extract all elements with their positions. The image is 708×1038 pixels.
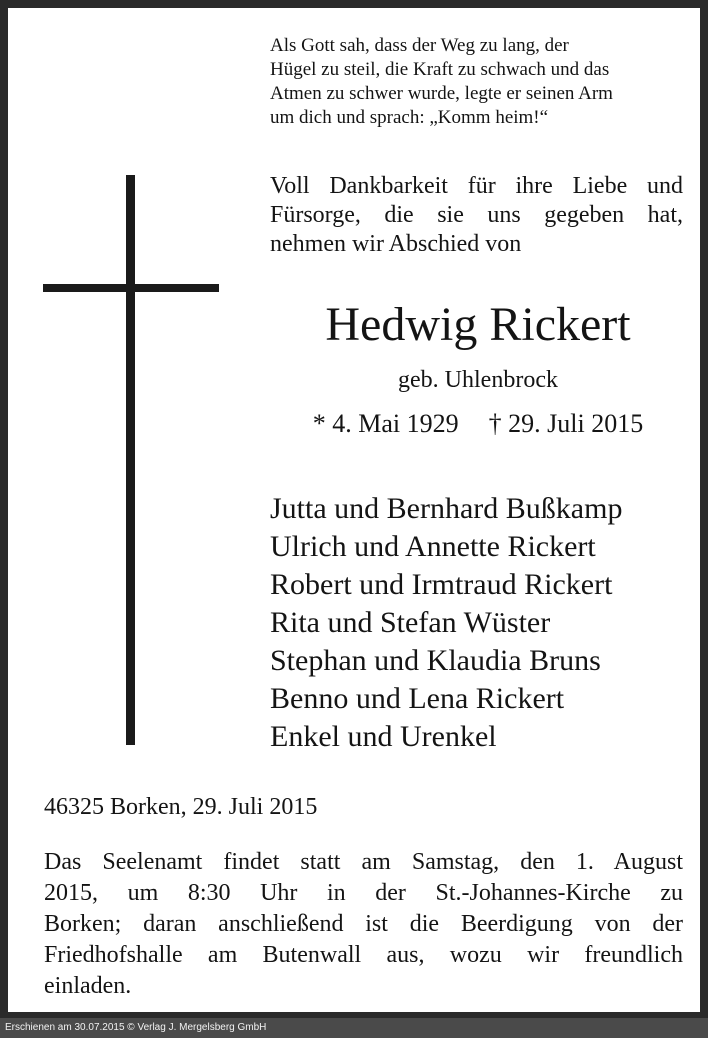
intro-line: nehmen wir Abschied von: [270, 231, 522, 257]
deceased-name: Hedwig Rickert: [325, 298, 631, 351]
intro-line: Voll Dankbarkeit für ihre Liebe und: [270, 173, 683, 199]
mourners-list: [270, 490, 690, 756]
intro-text: [270, 172, 683, 259]
service-notice: [44, 847, 683, 1002]
cross-icon-bar: [43, 284, 219, 292]
notice-line: Borken; daran anschließend ist die Beerdigung von der: [44, 911, 683, 937]
poem-line: um dich und sprach: „Komm heim!“: [270, 107, 549, 128]
notice-line: Friedhofshalle am Butenwall aus, wozu wir freundlich: [44, 942, 683, 968]
notice-line: einladen.: [44, 973, 132, 999]
notice-line: 2015, um 8:30 Uhr in der St.-Johannes-Kirche zu: [44, 880, 683, 906]
poem: [270, 34, 690, 130]
poem-line: Atmen zu schwer wurde, legte er seinen Arm: [270, 83, 613, 104]
place-date: 46325 Borken, 29. Juli 2015: [44, 794, 318, 820]
mourner-entry: Ulrich und Annette Rickert: [270, 530, 596, 563]
publication-footer: Erschienen am 30.07.2015 © Verlag J. Mergelsberg GmbH: [0, 1018, 708, 1038]
mourner-entry: Benno und Lena Rickert: [270, 682, 565, 715]
poem-line: Als Gott sah, dass der Weg zu lang, der: [270, 35, 569, 56]
death-date: † 29. Juli 2015: [488, 409, 644, 438]
birth-date: * 4. Mai 1929: [312, 409, 459, 438]
mourner-entry: Jutta und Bernhard Bußkamp: [270, 492, 623, 525]
birth-name: geb. Uhlenbrock: [398, 367, 558, 393]
notice-line: Das Seelenamt findet statt am Samstag, den 1. August: [44, 849, 683, 875]
mourner-entry: Stephan und Klaudia Bruns: [270, 644, 601, 677]
life-dates: [270, 407, 686, 441]
mourner-entry: Rita und Stefan Wüster: [270, 606, 551, 639]
cross-icon: [126, 175, 135, 745]
poem-line: Hügel zu steil, die Kraft zu schwach und das: [270, 59, 610, 80]
mourner-entry: Robert und Irmtraud Rickert: [270, 568, 613, 601]
intro-line: Fürsorge, die sie uns gegeben hat,: [270, 202, 683, 228]
mourner-entry: Enkel und Urenkel: [270, 720, 497, 753]
